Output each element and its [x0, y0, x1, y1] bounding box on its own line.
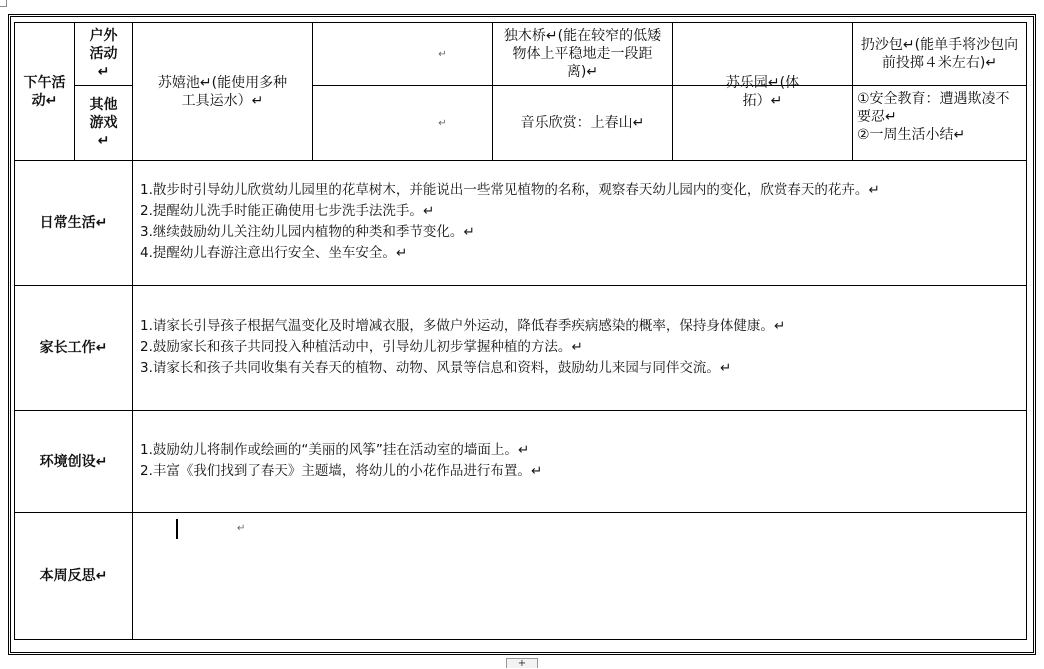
safety-education-item: ①安全教育：遭遇欺凌不要忍↵	[857, 91, 1010, 125]
empty-cell-mark: ↵	[438, 117, 447, 129]
activity-suxichi-text: 苏嬉池↵(能使用多种工具运水）↵	[157, 74, 288, 109]
text-caret	[176, 519, 178, 539]
environment-list	[140, 440, 542, 482]
other-games-label-text: 其他游戏↵	[89, 97, 118, 149]
empty-cell-outdoor-col2	[313, 23, 492, 85]
list-item: 3.继续鼓励幼儿关注幼儿园内植物的种类和季节变化。↵	[140, 224, 475, 240]
daily-life-label	[15, 161, 132, 285]
list-item: 2.丰富《我们找到了春天》主题墙，将幼儿的小花作品进行布置。↵	[140, 463, 543, 479]
activity-suleyuan-text: 苏乐园↵(体拓）↵	[725, 74, 800, 109]
empty-cell-mark: ↵	[438, 48, 447, 60]
parent-work-label-text: 家长工作↵	[39, 340, 108, 356]
page-corner-marker	[0, 0, 7, 7]
activity-dumuqiao-text: 独木桥↵(能在较窄的低矮物体上平稳地走一段距离)↵	[503, 28, 662, 80]
reflection-content: ↵	[237, 523, 246, 534]
daily-life-label-text: 日常生活↵	[39, 215, 108, 231]
outdoor-label	[75, 23, 132, 85]
afternoon-label-text: 下午活动↵	[23, 74, 66, 109]
reflection-label-text: 本周反思↵	[39, 568, 108, 584]
other-games-label	[75, 86, 132, 160]
activity-safety-summary	[853, 86, 1026, 160]
list-item: 2.鼓励家长和孩子共同投入种植活动中，引导幼儿初步掌握种植的方法。↵	[140, 339, 583, 355]
plus-icon: +	[517, 658, 527, 669]
list-item: 1.请家长引导孩子根据气温变化及时增减衣服，多做户外运动，降低春季疾病感染的概率，保持身体健康。↵	[140, 318, 786, 334]
list-item: 4.提醒幼儿春游注意出行安全、坐车安全。↵	[140, 245, 408, 261]
weekly-summary-item: ②一周生活小结↵	[857, 127, 966, 143]
parent-work-label	[15, 286, 132, 410]
outdoor-label-text: 户外活动↵	[89, 28, 118, 80]
activity-dumuqiao	[493, 23, 672, 85]
weekly-plan-table	[8, 14, 1036, 655]
list-item: 2.提醒幼儿洗手时能正确使用七步洗手法洗手。↵	[140, 203, 435, 219]
list-item: 3.请家长和孩子共同收集有关春天的植物、动物、风景等信息和资料，鼓励幼儿来园与同伴交流。↵	[140, 360, 732, 376]
environment-label	[15, 411, 132, 512]
activity-sandbag	[853, 23, 1026, 85]
activity-suxichi	[133, 23, 312, 160]
activity-suleyuan	[673, 23, 852, 160]
table-add-row-button[interactable]	[506, 658, 538, 668]
list-item: 1.散步时引导幼儿欣赏幼儿园里的花草树木，并能说出一些常见植物的名称，观察春天幼儿园内的变化，欣赏春天的花卉。↵	[140, 182, 880, 198]
environment-label-text: 环境创设↵	[39, 453, 108, 470]
reflection-input[interactable]	[133, 513, 1026, 639]
activity-music-text: 音乐欣赏：上春山↵	[520, 115, 645, 131]
daily-life-list	[140, 180, 880, 264]
reflection-label	[15, 513, 132, 639]
activity-sandbag-text: 扔沙包↵(能单手将沙包向前投掷４米左右)↵	[860, 37, 1019, 71]
activity-music-appreciation	[493, 86, 672, 160]
empty-cell-other-col2	[313, 86, 492, 160]
afternoon-label	[15, 23, 74, 160]
list-item: 1.鼓励幼儿将制作或绘画的“美丽的风筝”挂在活动室的墙面上。↵	[140, 442, 530, 458]
parent-work-list	[140, 316, 785, 379]
